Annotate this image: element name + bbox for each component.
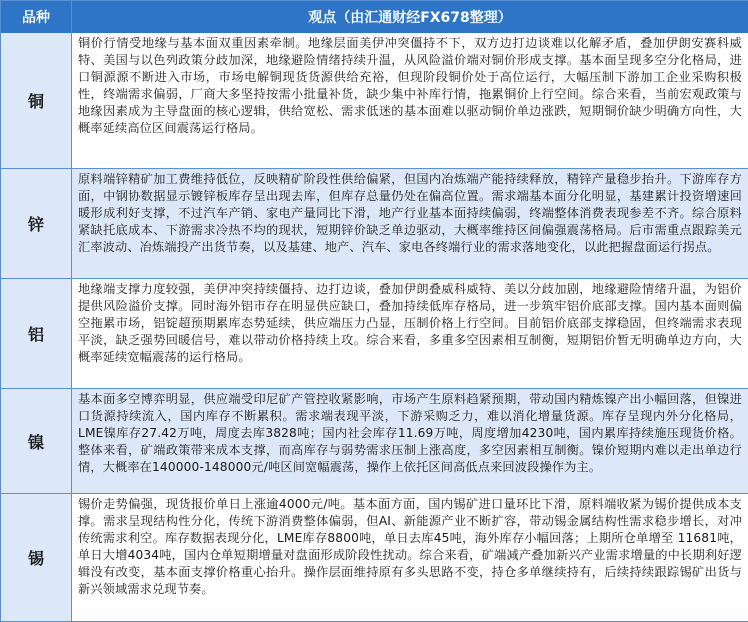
- table-row: [1, 33, 748, 169]
- header-variety: 品种: [1, 1, 72, 33]
- view-text: 原料端锌精矿加工费维持低位，反映精矿阶段性供给偏紧，但国内冶炼端产能持续释放，精锌产量稳步抬升。下游库存方面，中钢协数据显示镀锌板库存呈出现去库，但库存总量仍处在偏高位置。需求端基本面分化明显，基建累计投资增速回暖形成利好支撑，不过汽车产销、家电产量同比下滑，地产行业基本面持续偏弱，终端整体消费表现参差不齐。综合原料紧缺托底成本、下游需求冷热不均的现状，短期锌价缺乏单边驱动，大概率维持区间偏强震荡格局。后市需重点跟踪美元汇率波动、冶炼端投产出货节奏，以及基建、地产、汽车、家电各终端行业的需求落地变化，以此把握盘面运行拐点。: [72, 169, 748, 278]
- table-row: [1, 389, 748, 494]
- metal-name: 锌: [1, 169, 72, 278]
- view-text: 基本面多空博弈明显，供应端受印尼矿产管控收紧影响，市场产生原料趋紧预期，带动国内精炼镍产出小幅回落，但镍进口货源持续流入，国内库存不断累积。需求端表现平淡，下游采购乏力，难以消化增量货源。库存呈现内外分化格局，LME镍库存27.42万吨，周度去库3828吨；国内社会库存11.69万吨，周度增加4230吨，国内累库持续施压现货价格。整体来看，矿端政策带来成本支撑，而高库存与弱势需求压制上涨高度，多空因素相互制衡。镍价短期内难以走出单边行情，大概率在140000-148000元/吨区间宽幅震荡，操作上依托区间高低点来回波段操作为主。: [72, 389, 748, 493]
- header-view: 观点（由汇通财经FX678整理）: [308, 10, 512, 26]
- table-row: [1, 169, 748, 279]
- view-text: 铜价行情受地缘与基本面双重因素牵制。地缘层面美伊冲突僵持不下，双方边打边谈难以化解矛盾，叠加伊朗安赛科威特、美国与以色列政策分歧加深，地缘避险情绪持续升温，从风险溢价端对铜价形成支撑。基本面呈现多空分化格局，进口铜源源不断进入市场，市场电解铜现货货源供给充裕，但现阶段铜价处于高位运行，大幅压制下游加工企业采购积极性，终端需求偏弱，厂商大多坚持按需小批量补货，缺少集中补库行情，拖累铜价上行空间。综合来看，当前宏观政策与地缘因素成为主导盘面的核心逻辑，供给宽松、需求低迷的基本面难以驱动铜价单边涨跌，短期铜价缺少明确方向性，大概率延续高位区间震荡运行格局。: [72, 33, 748, 168]
- view-text: 地缘端支撑力度较强，美伊冲突持续僵持、边打边谈，叠加伊朗叠威科威特、美以分歧加剧，地缘避险情绪升温，为铝价提供风险溢价支撑。同时海外铝市存在明显供应缺口，叠加持续低库存格局，进一步筑牢铝价底部支撑。国内基本面则偏空拖累市场，铝锭超预期累库态势延续，供应端压力凸显，压制价格上行空间。目前铝价底部支撑稳固，但终端需求表现平淡，缺乏强势回暖信号，难以带动价格持续上攻。综合来看，多重多空因素相互制衡，短期铝价暂无明确单边方向，大概率延续宽幅震荡的运行格局。: [72, 279, 748, 388]
- metal-name: 铜: [1, 33, 72, 168]
- metal-name: 镍: [1, 389, 72, 493]
- table-header: [1, 1, 748, 33]
- table-row: [1, 494, 748, 622]
- table-row: [1, 279, 748, 389]
- metal-name: 铝: [1, 279, 72, 388]
- metal-name: 锡: [1, 494, 72, 621]
- view-text: 锡价走势偏强，现货报价单日上涨逾4000元/吨。基本面方面，国内锡矿进口量环比下滑，原料端收紧为锡价提供成本支撑。需求呈现结构性分化，传统下游消费整体偏弱，但AI、新能源产业不断扩容，带动锡金属结构性需求稳步增长，对冲传统需求利空。库存数据表现分化，LME库存8800吨，单日去库45吨，海外库存小幅回落；上期所仓单增至 11681吨，单日大增4034吨，国内仓单短期增量对盘面形成阶段性扰动。综合来看，矿端减产叠加新兴产业需求增量的中长期利好逻辑没有改变，基本面支撑价格重心抬升。操作层面维持原有多头思路不变，持仓多单继续持有，后续持续跟踪锡矿出货与新兴领域需求兑现节奏。: [72, 494, 748, 621]
